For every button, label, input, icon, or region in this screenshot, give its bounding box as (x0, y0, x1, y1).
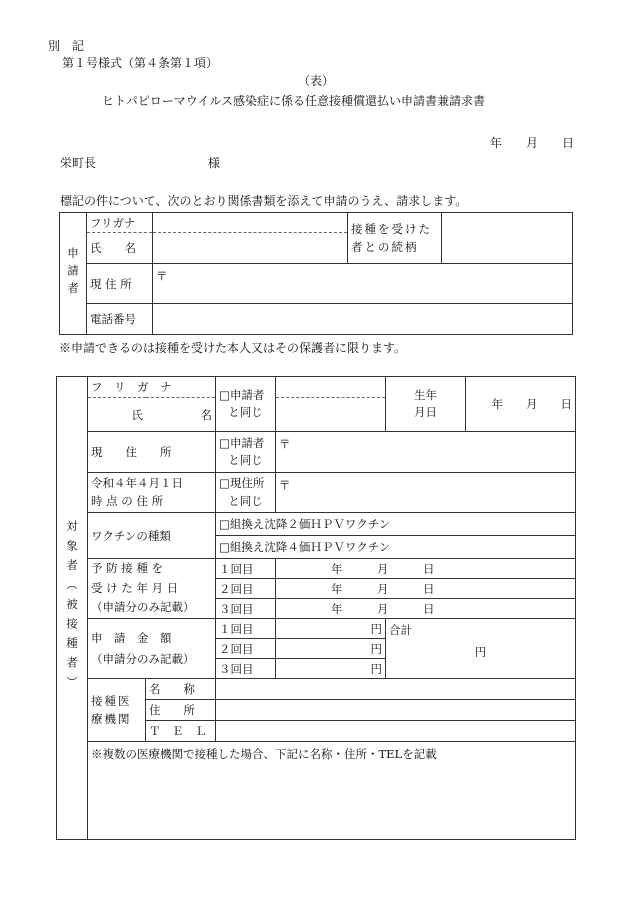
birth-label (386, 377, 466, 432)
vaccine-label: ワクチンの種類 (88, 513, 216, 559)
multi-clinic-area[interactable] (88, 742, 576, 840)
birth-label-2: 月日 (414, 405, 437, 419)
intro-text: 標記の件について、次のとおり関係書類を添えて申請のうえ、請求します。 (60, 194, 468, 208)
same-line1: □申請者 (219, 387, 265, 402)
r4-address-label (88, 473, 216, 513)
subject-table (56, 376, 576, 840)
birth-label-1: 生年 (414, 387, 437, 402)
dose3-date-field[interactable]: 年 月 日 (276, 599, 576, 619)
r4-label-1: 令和４年４月１日 (91, 476, 183, 491)
applicant-table (59, 212, 573, 335)
clinic-label: 接種医療機関 (88, 679, 146, 742)
applicant-address-label: 現 住 所 (87, 264, 153, 304)
dose-label: ２回目 (216, 639, 276, 659)
same-line2: と同じ (228, 405, 263, 419)
applicant-note: ※申請できるのは接種を受けた本人又はその保護者に限ります。 (59, 341, 407, 355)
clinic-tel-field[interactable] (216, 721, 576, 742)
subject-address-field[interactable] (276, 432, 576, 473)
applicant-phone-label: 電話番号 (87, 304, 153, 335)
vacc-date-label-3: （申請分のみ記載） (91, 600, 195, 615)
subject-address-label: 現 住 所 (88, 432, 216, 473)
r4-address-field[interactable] (276, 473, 576, 513)
subject-furigana-field[interactable] (276, 377, 386, 398)
subject-name-field[interactable] (276, 398, 386, 432)
dose1-date-field[interactable]: 年 月 日 (276, 559, 576, 579)
r4-same-1: □現住所 (219, 476, 265, 491)
clinic-name-label: 名 称 (146, 679, 216, 700)
form-number: 第１号様式（第４条第１項） (62, 56, 219, 70)
postal-mark: 〒 (279, 437, 291, 451)
r4-same-2: と同じ (228, 493, 263, 508)
amount1-field[interactable]: 円 (276, 619, 386, 639)
vacc-date-label (88, 559, 216, 619)
addr-same-1: □申請者 (219, 435, 265, 450)
amount2-field[interactable]: 円 (276, 639, 386, 659)
total-yen: 円 (474, 645, 487, 659)
subject-section-label: 対象者（被接種者） (57, 377, 88, 840)
dose-label: ３回目 (216, 599, 276, 619)
subject-address-same-checkbox[interactable] (216, 432, 276, 473)
postal-mark: 〒 (279, 478, 291, 492)
dose-label: １回目 (216, 619, 276, 639)
amount-label (88, 619, 216, 679)
amount-label-2: （申請分のみ記載） (91, 651, 195, 666)
subject-name-same-checkbox[interactable] (216, 377, 276, 432)
total-label: 合計 (389, 623, 412, 637)
clinic-addr-label: 住 所 (146, 700, 216, 721)
vacc-date-label-2: 受 け た 年 月 日 (91, 580, 179, 595)
relation-field[interactable] (442, 213, 573, 264)
applicant-furigana-field[interactable] (153, 213, 348, 233)
postal-mark: 〒 (156, 269, 168, 283)
amount-label-1: 申 請 金 額 (91, 630, 172, 645)
vaccine-option-4valent[interactable]: □組換え沈降４価ＨＰＶワクチン (216, 536, 576, 559)
total-field[interactable] (386, 619, 576, 679)
dose2-date-field[interactable]: 年 月 日 (276, 579, 576, 599)
document-title: ヒトパピローマウイルス感染症に係る任意接種償還払い申請書兼請求書 (102, 94, 486, 108)
date-line: 年 月 日 (490, 136, 575, 150)
amount3-field[interactable]: 円 (276, 659, 386, 679)
addr-same-2: と同じ (228, 453, 263, 467)
subject-name-label: 氏 名 (88, 398, 216, 432)
dose-label: １回目 (216, 559, 276, 579)
multi-clinic-note: ※複数の医療機関で接種した場合、下記に名称・住所・TELを記載 (91, 747, 437, 761)
applicant-phone-field[interactable] (153, 304, 573, 335)
r4-label-2: 時 点 の 住 所 (91, 493, 164, 508)
vaccine-option-2valent[interactable]: □組換え沈降２価ＨＰＶワクチン (216, 513, 576, 536)
dose-label: ２回目 (216, 579, 276, 599)
r4-same-checkbox[interactable] (216, 473, 276, 513)
vacc-date-label-1: 予 防 接 種 を (91, 561, 164, 576)
birth-field[interactable]: 年 月 日 (466, 377, 576, 432)
clinic-tel-label: Ｔ Ｅ Ｌ (146, 721, 216, 742)
addressee-honorific: 様 (208, 156, 221, 170)
subject-furigana-label: フ リ ガ ナ (88, 377, 216, 398)
applicant-name-field[interactable] (153, 233, 348, 264)
applicant-address-field[interactable] (153, 264, 573, 304)
addressee: 栄町長 (60, 156, 97, 170)
betsuki-label: 別 記 (48, 39, 85, 53)
applicant-section-label: 申請者 (60, 213, 87, 335)
omote-label: （表） (298, 74, 335, 88)
clinic-addr-field[interactable] (216, 700, 576, 721)
dose-label: ３回目 (216, 659, 276, 679)
clinic-name-field[interactable] (216, 679, 576, 700)
applicant-name-label: 氏 名 (87, 233, 153, 264)
applicant-furigana-label: フリガナ (87, 213, 153, 233)
relation-label: 接種を受けた者との続柄 (348, 213, 442, 264)
